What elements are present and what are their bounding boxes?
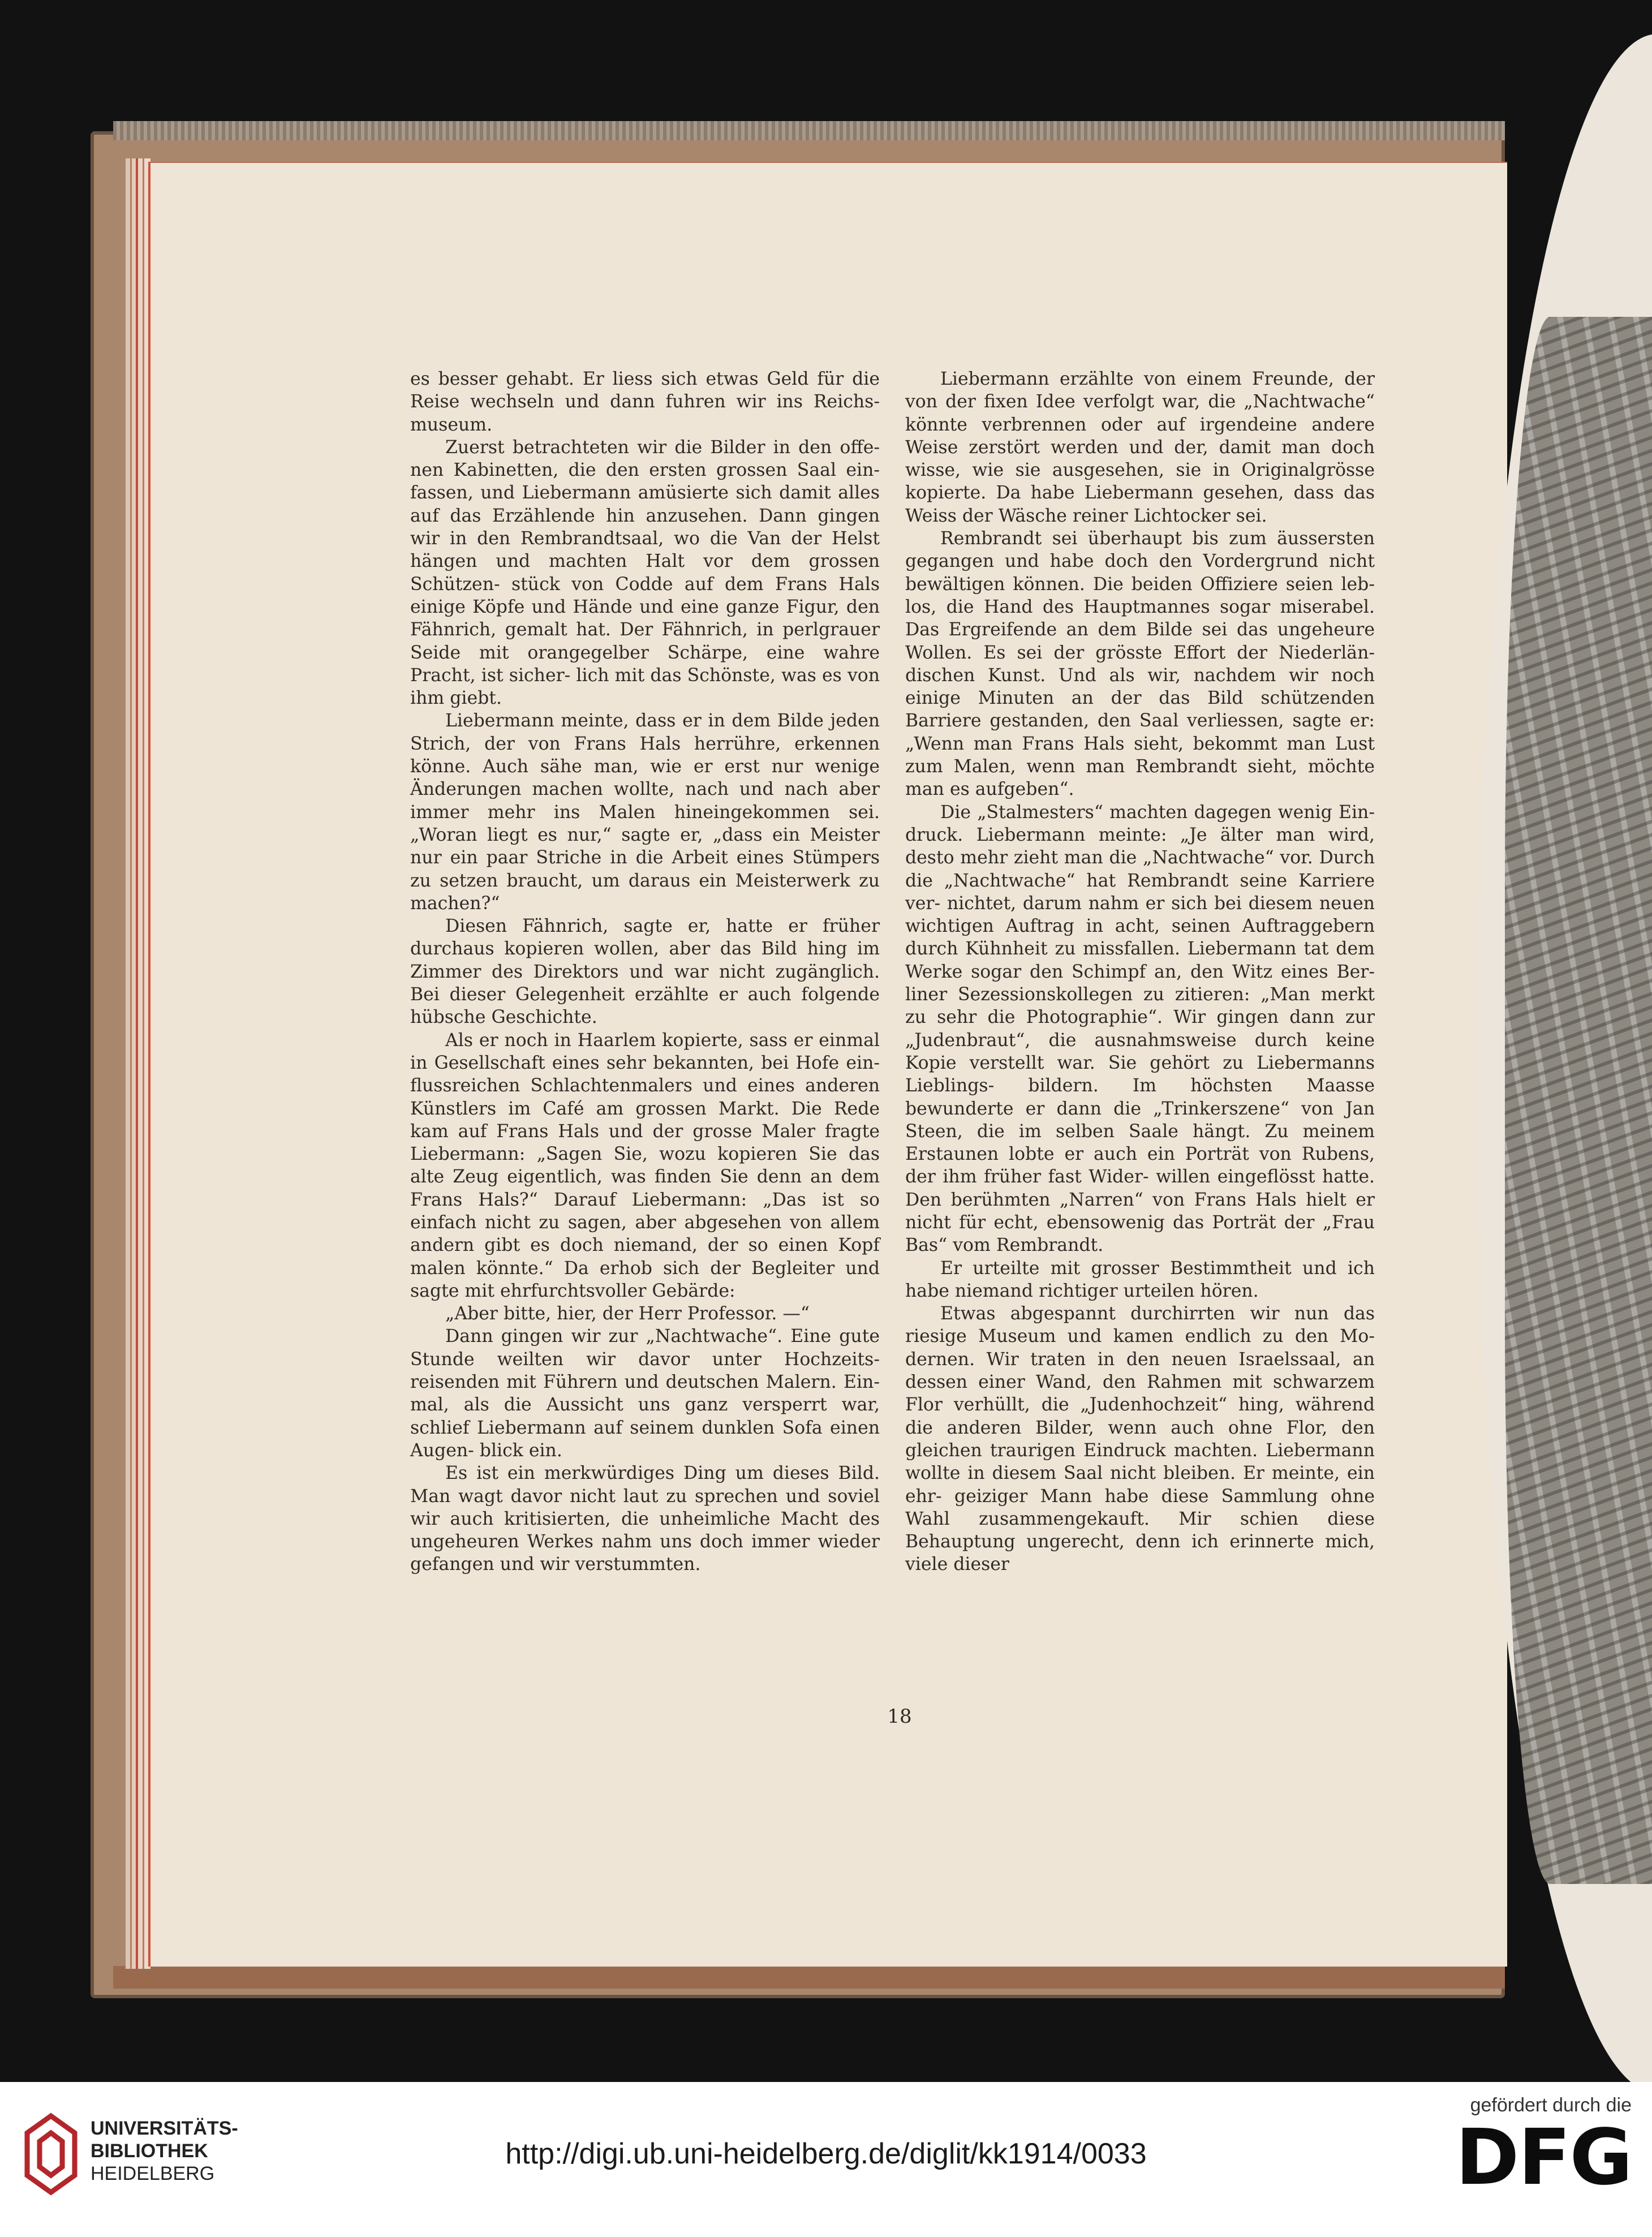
funder-label: gefördert durch die	[1470, 2094, 1632, 2116]
funder-block	[1455, 2094, 1632, 2202]
paragraph: Etwas abgespannt durchirrten wir nun das riesige Museum und kamen endlich zu den Mo- dernen. Wir traten in den neuen Israelssaal, an dessen einer Wand, den Rahmen mit schwarzem Flor verhüllt, die „Judenhochzeit“ hing, während die anderen Bilder, wenn auch ohne Flor, den gleichen traurigen Eindruck machten. Liebermann wollte in diesem Saal nicht bleiben. Er meinte, ein ehr- geiziger Mann habe diese Sammlung ohne Wahl zusammengekauft. Mir schien diese Behauptung ungerecht, denn ich erinnerte mich, viele dieser	[905, 1304, 1375, 1575]
paragraph: Die „Stalmesters“ machten dagegen wenig Ein- druck. Liebermann meinte: „Je älter man wird, desto mehr zieht man die „Nachtwache“ vor. Durch die „Nachtwache“ hat Rembrandt seine Karriere ver- nichtet, darum nahm er sich bei diesem neuen wichtigen Auftrag in acht, seinen Auftraggebern durch Kühnheit zu missfallen. Liebermann tat dem Werke sogar den Schimpf an, den Witz eines Ber- liner Sezessionskollegen zu zitieren: „Man merkt zu sehr die Photographie“. Wir gingen dann zur „Judenbraut“, die ausnahmsweise durch keine Kopie verstellt war. Sie gehört zu Liebermanns Lieblings- bildern. Im höchsten Maasse bewunderte er dann die „Trinkerszene“ von Jan Steen, die im selben Saale hängt. Zu meinem Erstaunen lobte er auch ein Porträt von Rubens, der ihm früher fast Wider- willen eingeflösst hatte. Den berühmten „Narren“ von Frans Hals hielt er nicht für echt, ebensowenig das Porträt der „Frau Bas“ vom Rembrandt.	[905, 802, 1375, 1256]
page-edges	[126, 158, 150, 1969]
paragraph: es besser gehabt. Er liess sich etwas Geld für die Reise wechseln und dann fuhren wir ins Reichs- museum.	[410, 369, 880, 435]
library-name-line1: UNIVERSITÄTS-	[91, 2118, 238, 2139]
library-name-line3: HEIDELBERG	[91, 2163, 215, 2184]
paragraph: Liebermann erzählte von einem Freunde, der von der fixen Idee verfolgt war, die „Nachtwache“ könnte verbrennen oder auf irgendeine andere Weise zerstört werden und der, damit man doch wisse, wie sie ausgesehen, sie in Originalgrösse kopierte. Da habe Liebermann gesehen, dass das Weiss der Wäsche reiner Lichtocker sei.	[905, 369, 1375, 526]
facing-page-illustration	[1505, 317, 1652, 1884]
paragraph: Diesen Fähnrich, sagte er, hatte er früher durchaus kopieren wollen, aber das Bild hing im Zimmer des Direktors und war nicht zugänglich. Bei dieser Gelegenheit erzählte er auch folgende hübsche Geschichte.	[410, 916, 880, 1028]
library-name-line2: BIBLIOTHEK	[91, 2140, 208, 2162]
dfg-logo: DFG	[1455, 2113, 1632, 2202]
paragraph: Zuerst betrachteten wir die Bilder in den offe- nen Kabinetten, die den ersten grossen Saal ein- fassen, und Liebermann amüsierte sich damit alles auf das Erzählende hin anzusehen. Dann gingen wir in den Rembrandtsaal, wo die Van der Helst hängen und machten Halt vor dem grossen Schützen- stück von Codde auf dem Frans Hals einige Köpfe und Hände und eine ganze Figur, den Fähnrich, gemalt hat. Der Fähnrich, in perlgrauer Seide mit orangegelber Schärpe, eine wahre Pracht, ist sicher- lich mit das Schönste, was es von ihm giebt.	[410, 437, 880, 709]
page-number: 18	[887, 1705, 912, 1728]
paragraph: Liebermann meinte, dass er in dem Bilde jeden Strich, der von Frans Hals herrühre, erkennen könne. Auch sähe man, wie er erst nur wenige Änderungen machen wollte, nach und nach aber immer mehr ins Malen hineingekommen sei. „Woran liegt es nur,“ sagte er, „dass ein Meister nur ein paar Striche in die Arbeit eines Stümpers zu setzen braucht, um daraus ein Meisterwerk zu machen?“	[410, 711, 880, 914]
viewer-footer	[0, 2082, 1652, 2237]
text-column-left	[410, 368, 880, 1576]
paragraph: Er urteilte mit grosser Bestimmtheit und ich habe niemand richtiger urteilen hören.	[905, 1258, 1375, 1301]
paragraph: Es ist ein merkwürdiges Ding um dieses Bild. Man wagt davor nicht laut zu sprechen und soviel wir auch kritisierten, die unheimliche Macht des ungeheuren Werkes nahm uns doch immer wieder gefangen und wir verstummten.	[410, 1463, 880, 1575]
permalink-url[interactable]: http://digi.ub.uni-heidelberg.de/diglit/kk1914/0033	[505, 2137, 1147, 2170]
cover-edge-top	[113, 121, 1505, 140]
text-column-right	[905, 368, 1375, 1576]
paragraph: Rembrandt sei überhaupt bis zum äussersten gegangen und habe doch den Vordergrund nicht bewältigen können. Die beiden Offiziere seien leb- los, die Hand des Hauptmannes sogar miserabel. Das Ergreifende an dem Bilde sei das ungeheure Wollen. Es sei der grösste Effort der Niederlän- dischen Kunst. Und als wir, nachdem wir noch einige Minuten an der das Bild schützenden Barriere gestanden, den Saal verliessen, sagte er: „Wenn man Frans Hals sieht, bekommt man Lust zum Malen, wenn man Rembrandt sieht, möchte man es aufgeben“.	[905, 528, 1375, 800]
paragraph: Als er noch in Haarlem kopierte, sass er einmal in Gesellschaft eines sehr bekannten, bei Hofe ein- flussreichen Schlachtenmalers und eines anderen Künstlers im Café am grossen Markt. Die Rede kam auf Frans Hals und der grosse Maler fragte Liebermann: „Sagen Sie, wozu kopieren Sie das alte Zeug eigentlich, was finden Sie denn an dem Frans Hals?“ Darauf Liebermann: „Das ist so einfach nicht zu sagen, aber abgesehen von allem andern gibt es doch niemand, der so einen Kopf malen könnte.“ Da erhob sich der Begleiter und sagte mit ehrfurchtsvoller Gebärde:	[410, 1030, 880, 1301]
cover-edge-bottom	[113, 1966, 1505, 1989]
paragraph: Dann gingen wir zur „Nachtwache“. Eine gute Stunde weilten wir davor unter Hochzeits- reisenden mit Führern und deutschen Malern. Ein- mal, als die Aussicht uns ganz versperrt war, schlief Liebermann auf seinem dunklen Sofa einen Augen- blick ein.	[410, 1326, 880, 1461]
paragraph: „Aber bitte, hier, der Herr Professor. —“	[445, 1304, 810, 1324]
